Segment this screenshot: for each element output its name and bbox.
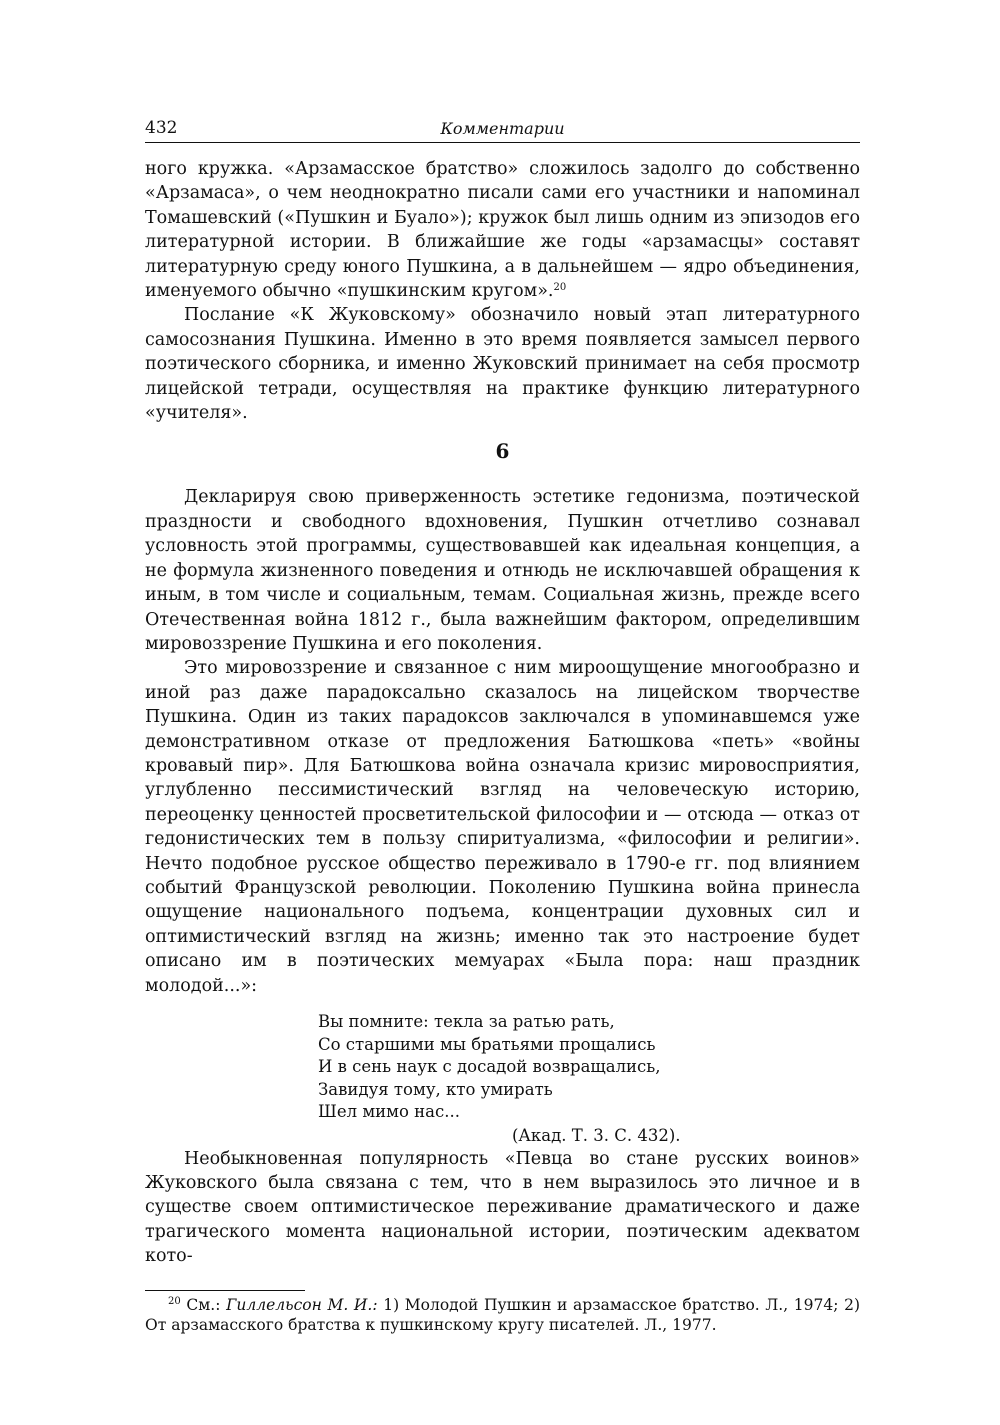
verse-line: Со старшими мы братьями прощались	[318, 1034, 656, 1054]
verse-line: Шел мимо нас...	[318, 1102, 460, 1121]
page-number: 432	[145, 118, 178, 138]
footnote-reference: 20	[553, 282, 567, 294]
paragraph-hedonism: Декларируя свою приверженность эстетике гедонизма, поэтической праздности и свободного вдохновения, Пушкин отчетливо сознавал условность этой программы, существовавшей как идеальная концепция, а не формула жизненного поведения и отнюдь не исключавшей обращения к иным, в том числе и социальным, темам. Социальная жизнь, прежде всего Отечественная война 1812 г., была важнейшим фактором, определившим мировоззрение Пушкина и его поколения.	[145, 487, 860, 654]
footnote-text: 1) Молодой Пушкин и арзамасское братство. Л., 1974; 2) От арзамасского братства к пушкинскому кругу писателей. Л., 1977.	[145, 1295, 860, 1334]
paragraph-text: ного кружка. «Арзамасское братство» сложилось задолго до собственно «Арзамаса», о чем неоднократно писали сами его участники и напоминал Томашевский («Пушкин и Буало»); кружок был лишь одним из эпизодов его литературной истории. В ближайшие же годы «арзамасцы» составят литературную среду юного Пушкина, а в дальнейшем — ядро объединения, именуемого обычно «пушкинским кругом».	[145, 159, 860, 302]
footnote-author: Гиллельсон М. И.:	[226, 1295, 378, 1314]
footnote-number: 20	[168, 1295, 181, 1307]
verse-line: Вы помните: текла за ратью рать,	[318, 1012, 615, 1031]
paragraph-continued	[145, 157, 860, 303]
verse-line: И в сень наук с досадой возвращались,	[318, 1057, 661, 1076]
body-text	[145, 157, 860, 1269]
running-title: Комментарии	[440, 119, 565, 138]
verse-line: Завидуя тому, кто умирать	[318, 1079, 553, 1099]
paragraph-zhukovsky-epistle: Послание «К Жуковскому» обозначило новый этап литературного самосознания Пушкина. Именно в это время появляется замысел первого поэтического сборника, и именно Жуковский принимает на себя просмотр лицейской тетради, осуществляя на практике функцию литературного «учителя».	[145, 305, 860, 424]
book-page	[145, 112, 860, 1335]
footnote	[145, 1295, 860, 1335]
paragraph-singer: Необыкновенная популярность «Певца во стане русских воинов» Жуковского была связана с тем, что в нем выразилось это личное и в существе своем оптимистическое переживание драматического и даже трагического момента национальной истории, поэтическим адекватом кото-	[145, 1148, 860, 1267]
section-number: 6	[495, 439, 510, 464]
footnote-prefix: См.:	[186, 1295, 221, 1314]
running-head	[145, 112, 860, 143]
verse-source: (Акад. Т. 3. С. 432).	[512, 1125, 681, 1145]
footnote-divider	[145, 1290, 305, 1291]
verse-quotation	[318, 1011, 860, 1124]
paragraph-worldview: Это мировоззрение и связанное с ним мироощущение многообразно и иной раз даже парадоксально сказалось на лицейском творчестве Пушкина. Один из таких парадоксов заключался в упоминавшемся уже демонстративном отказе от предложения Батюшкова «петь» «войны кровавый пир». Для Батюшкова война означала кризис мировосприятия, углубленно пессимистический взгляд на человеческую историю, переоценку ценностей просветительской философии и — отсюда — отказ от гедонистических тем в пользу спиритуализма, «философии и религии». Нечто подобное русское общество переживало в 1790-е гг. под влиянием событий Французской революции. Поколению Пушкина война принесла ощущение национального подъема, концентрации духовных сил и оптимистический взгляд на жизнь; именно так это настроение будет описано им в поэтических мемуарах «Была пора: наш праздник молодой...»:	[145, 658, 860, 996]
